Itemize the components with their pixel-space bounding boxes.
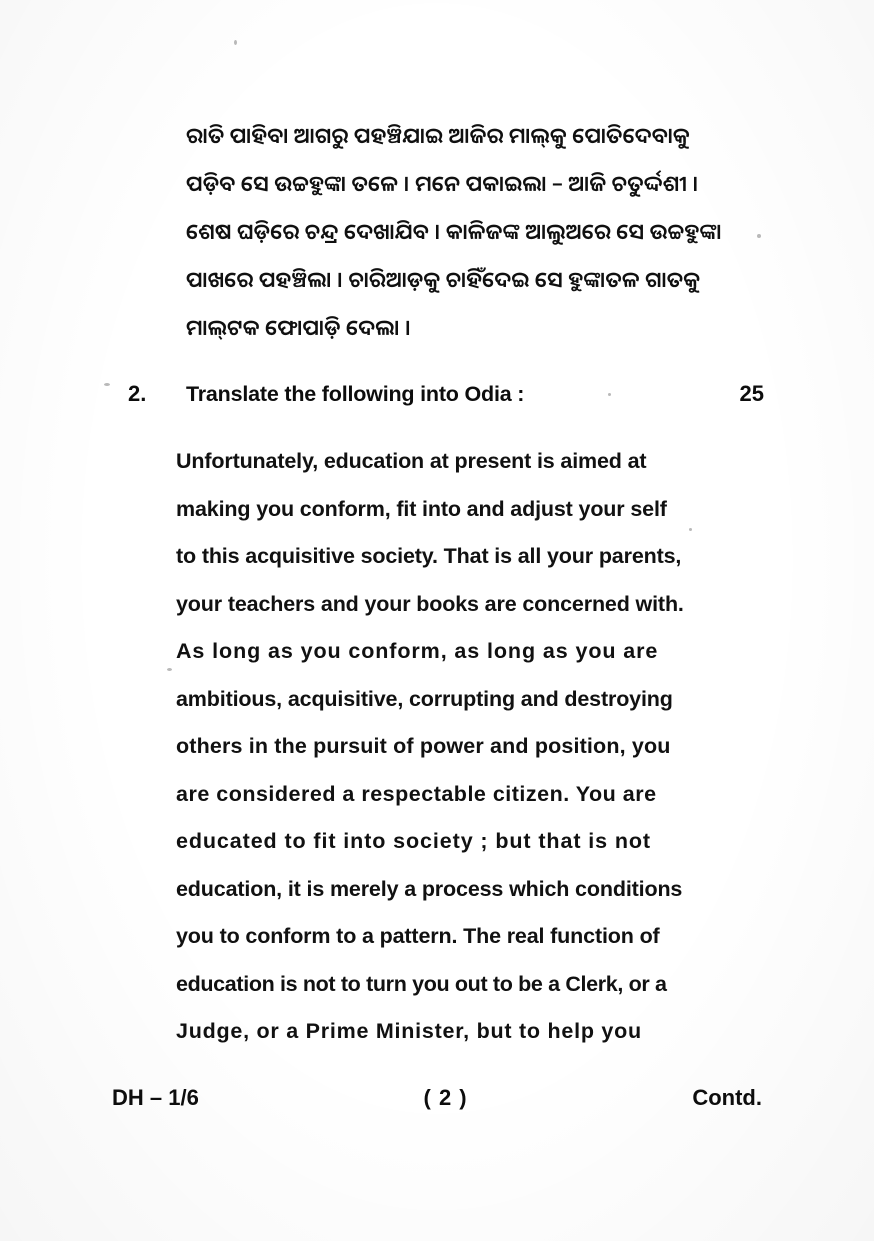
- passage-line: education, it is merely a process which conditions: [176, 876, 683, 901]
- question-header: [128, 381, 764, 407]
- continuation-label: Contd.: [692, 1085, 762, 1110]
- paper-code: DH – 1/6: [112, 1085, 199, 1110]
- scan-speck: [104, 383, 110, 386]
- passage-line: education is not to turn you out to be a Clerk, or a: [176, 971, 667, 996]
- odia-passage-line: ପାଖରେ ପହଞ୍ଚିଲା । ଚାରିଆଡ଼କୁ ଚାହିଁଦେଇ ସେ ହୁଙ୍କାତଳ ଗାତକୁ: [186, 265, 701, 294]
- scan-speck: [167, 668, 172, 671]
- passage-line: Unfortunately, education at present is aimed at: [176, 449, 647, 473]
- odia-passage-line: ଶେଷ ଘଡ଼ିରେ ଚନ୍ଦ୍ର ଦେଖାଯିବ । କାଳିଜଙ୍କ ଆଲୁଅରେ ସେ ଉଚ୍ଚହୁଙ୍କା: [186, 217, 722, 246]
- odia-passage: [186, 112, 764, 352]
- passage-line: making you conform, fit into and adjust your self: [176, 496, 667, 521]
- passage-line: As long as you conform, as long as you are: [176, 639, 659, 663]
- passage-line: are considered a respectable citizen. You are: [176, 781, 657, 806]
- scan-speck: [234, 40, 237, 45]
- passage-line: your teachers and your books are concerned with.: [176, 591, 684, 616]
- question-instruction: Translate the following into Odia :: [186, 382, 525, 406]
- passage-line: ambitious, acquisitive, corrupting and destroying: [176, 686, 673, 711]
- passage-line: Judge, or a Prime Minister, but to help you: [176, 1019, 642, 1043]
- page-number: ( 2 ): [423, 1085, 468, 1110]
- english-passage: [176, 438, 760, 1056]
- passage-line: to this acquisitive society. That is all your parents,: [176, 544, 682, 568]
- question-marks: 25: [739, 381, 764, 406]
- odia-passage-line: ପଡ଼ିବ ସେ ଉଚ୍ଚହୁଙ୍କା ତଳେ । ମନେ ପକାଇଲା – ଆଜି ଚତୁର୍ଦ୍ଦଶୀ ।: [186, 169, 699, 198]
- odia-passage-line: ମାଲ୍‌ଟକ ଫୋପାଡ଼ି ଦେଲା ।: [186, 313, 412, 342]
- page-footer: [112, 1085, 762, 1111]
- passage-line: others in the pursuit of power and position, you: [176, 734, 671, 758]
- odia-passage-line: ରାତି ପାହିବା ଆଗରୁ ପହଞ୍ଚିଯାଇ ଆଜିର ମାଲ୍‌କୁ ପୋତିଦେବାକୁ: [186, 121, 690, 150]
- question-number: 2.: [128, 381, 147, 406]
- passage-line: educated to fit into society ; but that is not: [176, 829, 651, 853]
- passage-line: you to conform to a pattern. The real function of: [176, 924, 660, 948]
